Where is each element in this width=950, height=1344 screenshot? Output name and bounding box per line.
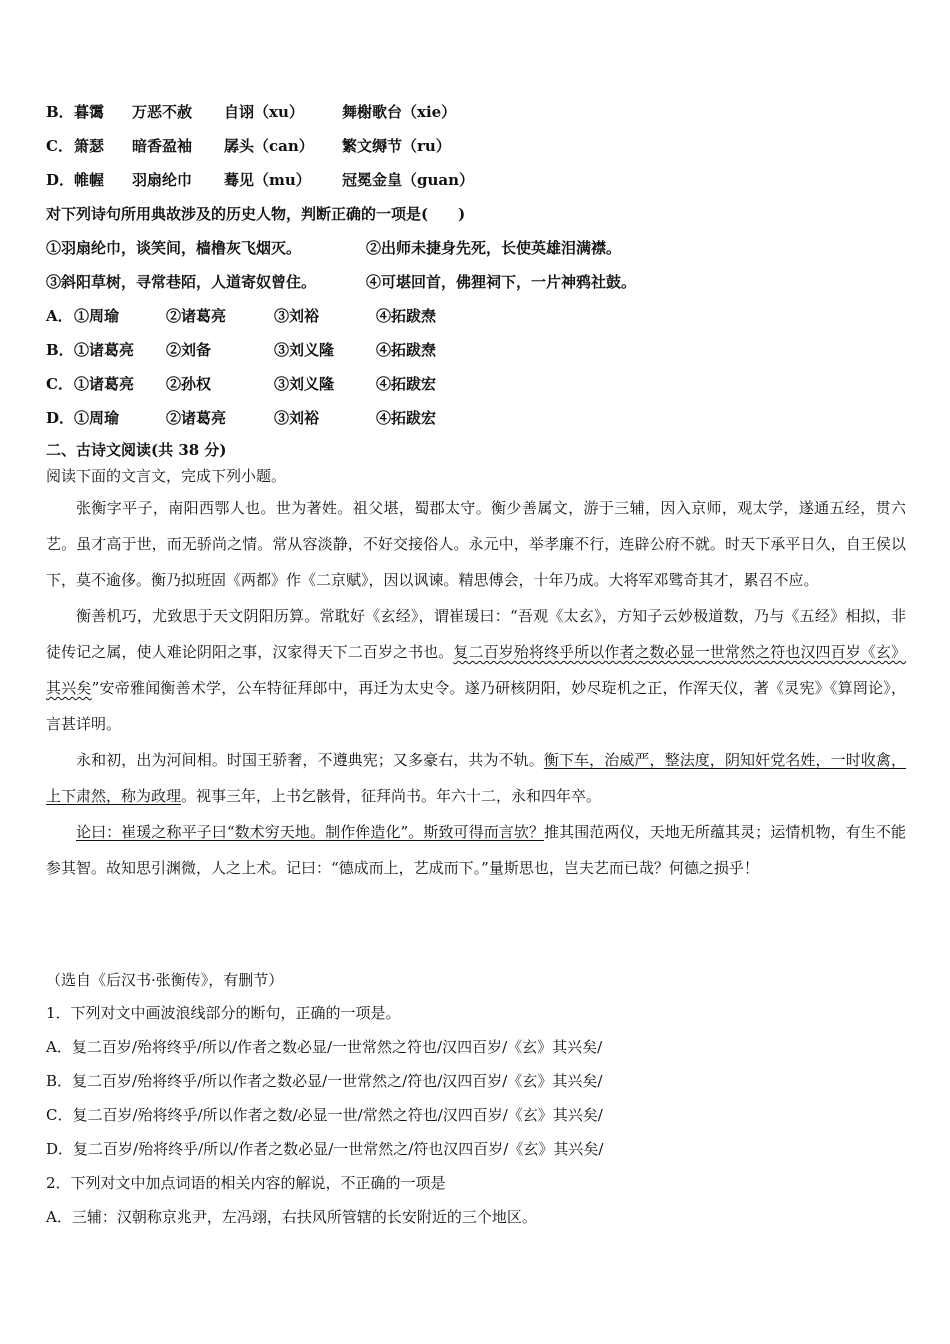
option-item: ②诸葛亮 [166, 409, 227, 427]
passage-paragraph-2 [46, 598, 906, 742]
q2-option-a: A．三辅：汉朝称京兆尹，左冯翊，右扶风所管辖的长安附近的三个地区。 [46, 1208, 537, 1226]
option-item: ③刘裕 [274, 307, 320, 325]
history-option-b [46, 340, 436, 360]
passage-paragraph-4 [46, 814, 906, 886]
mc1-option-d [46, 170, 474, 190]
poem-lines-1 [46, 238, 621, 258]
option-item: ①周瑜 [74, 307, 120, 325]
option-item: 帷幄 [74, 171, 105, 189]
option-item: 万恶不赦 [132, 103, 193, 121]
option-item: 暗香盈袖 [132, 137, 193, 155]
option-item: 孱头（can） [224, 137, 314, 155]
option-item: ④拓跋宏 [376, 409, 437, 427]
option-item: ④拓跋宏 [376, 375, 437, 393]
option-item: ④拓跋焘 [376, 307, 437, 325]
q1-stem: 1．下列对文中画波浪线部分的断句，正确的一项是。 [46, 1004, 401, 1022]
underlined-text: 衡下车，治威严，整法度，阴知奸党名姓，一时收禽，上下肃然，称为政理 [46, 751, 906, 805]
option-item: 舞榭歌台（xie） [342, 103, 457, 121]
option-letter: B． [46, 341, 74, 359]
poem-line: ③斜阳草树，寻常巷陌，人道寄奴曾住。 [46, 273, 317, 291]
history-option-c [46, 374, 436, 394]
mc1-option-b [46, 102, 456, 122]
option-item: 箫瑟 [74, 137, 105, 155]
option-item: ②诸葛亮 [166, 307, 227, 325]
passage-text: 推其围范两仪，天地无所蕴其灵；运情机物，有生不能参其智。故知思引渊微，人之上术。记曰：“德成而上，艺成而下。”量斯思也，岂夫艺而已哉？何德之损乎！ [46, 823, 906, 877]
question-stem: 对下列诗句所用典故涉及的历史人物，判断正确的一项是( ) [46, 205, 466, 223]
mc1-option-c [46, 136, 451, 156]
underlined-text: 论曰：崔瑗之称平子曰“数术穷天地。制作侔造化”。斯致可得而言欤？ [76, 823, 545, 841]
passage-text: 衡善机巧，尤致思于天文阴阳历算。常耽好《玄经》，谓崔瑗曰：“吾观《太玄》，方知子云妙极道数，乃与《五经》相拟，非徒传记之属，使人难论阴阳之事，汉家得天下二百岁之书也。 [46, 607, 906, 661]
poem-line: ②出师未捷身先死，长使英雄泪满襟。 [366, 239, 622, 257]
option-item: 暮霭 [74, 103, 105, 121]
option-letter: D． [46, 409, 75, 427]
poem-line: ④可堪回首，佛狸祠下，一片神鸦社鼓。 [366, 273, 637, 291]
passage-text: ”安帝雅闻衡善术学，公车特征拜郎中，再迁为太史令。遂乃研核阴阳，妙尽琁机之正，作浑天仪，著《灵宪》《算罔论》，言甚详明。 [46, 679, 906, 733]
option-letter: A． [46, 307, 73, 325]
option-item: ②刘备 [166, 341, 212, 359]
q1-option-a: A．复二百岁/殆将终乎/所以/作者之数必显/一世常然之符也/汉四百岁/《玄》其兴矣/ [46, 1038, 603, 1056]
option-item: ④拓跋焘 [376, 341, 437, 359]
option-item: ③刘义隆 [274, 375, 335, 393]
option-letter: D． [46, 171, 75, 189]
poem-line: ①羽扇纶巾，谈笑间，樯橹灰飞烟灭。 [46, 239, 302, 257]
option-item: 繁文缛节（ru） [342, 137, 451, 155]
option-item: 羽扇纶巾 [132, 171, 193, 189]
passage-text: 永和初，出为河间相。时国王骄奢，不遵典宪；又多豪右，共为不轨。 [76, 751, 544, 769]
option-item: ③刘义隆 [274, 341, 335, 359]
option-item: 蓦见（mu） [224, 171, 311, 189]
wavy-underlined-text: 复二百岁殆将终乎所以作者之数必显一世常然之符也汉四百岁《玄》其兴矣 [46, 643, 906, 697]
passage [46, 490, 906, 886]
passage-paragraph-3 [46, 742, 906, 814]
poem-lines-2 [46, 272, 636, 292]
q2-stem: 2．下列对文中加点词语的相关内容的解说，不正确的一项是 [46, 1174, 446, 1192]
option-item: ②孙权 [166, 375, 212, 393]
passage-paragraph-1: 张衡字平子，南阳西鄂人也。世为著姓。祖父堪，蜀郡太守。衡少善属文，游于三辅，因入京师，观太学，遂通五经，贯六艺。虽才高于世，而无骄尚之情。常从容淡静，不好交接俗人。永元中，举孝廉不行，连辟公府不就。时天下承平日久，自王侯以下，莫不逾侈。衡乃拟班固《两都》作《二京赋》，因以讽谏。精思傅会，十年乃成。大将军邓骘奇其才，累召不应。 [46, 499, 906, 589]
option-item: ①诸葛亮 [74, 375, 135, 393]
option-letter: C． [46, 375, 73, 393]
passage-source: （选自《后汉书·张衡传》，有删节） [46, 971, 284, 989]
q1-option-b: B．复二百岁/殆将终乎/所以作者之数必显/一世常然之/符也/汉四百岁/《玄》其兴矣/ [46, 1072, 603, 1090]
option-item: ①周瑜 [74, 409, 120, 427]
option-item: 自诩（xu） [224, 103, 304, 121]
history-option-a [46, 306, 436, 326]
option-letter: B． [46, 103, 74, 121]
section-instruction: 阅读下面的文言文，完成下列小题。 [46, 467, 287, 485]
history-option-d [46, 408, 436, 428]
q1-option-c: C．复二百岁/殆将终乎/所以作者之数/必显一世/常然之符也/汉四百岁/《玄》其兴矣/ [46, 1106, 603, 1124]
option-item: ③刘裕 [274, 409, 320, 427]
section-title: 二、古诗文阅读(共 38 分) [46, 441, 227, 459]
q1-option-d: D．复二百岁/殆将终乎/所以/作者之数必显/一世常然之/符也汉四百岁/《玄》其兴矣/ [46, 1140, 604, 1158]
passage-text: 。视事三年，上书乞骸骨，征拜尚书。年六十二，永和四年卒。 [181, 787, 602, 805]
option-item: 冠冕金皇（guan） [342, 171, 475, 189]
option-item: ①诸葛亮 [74, 341, 135, 359]
option-letter: C． [46, 137, 73, 155]
